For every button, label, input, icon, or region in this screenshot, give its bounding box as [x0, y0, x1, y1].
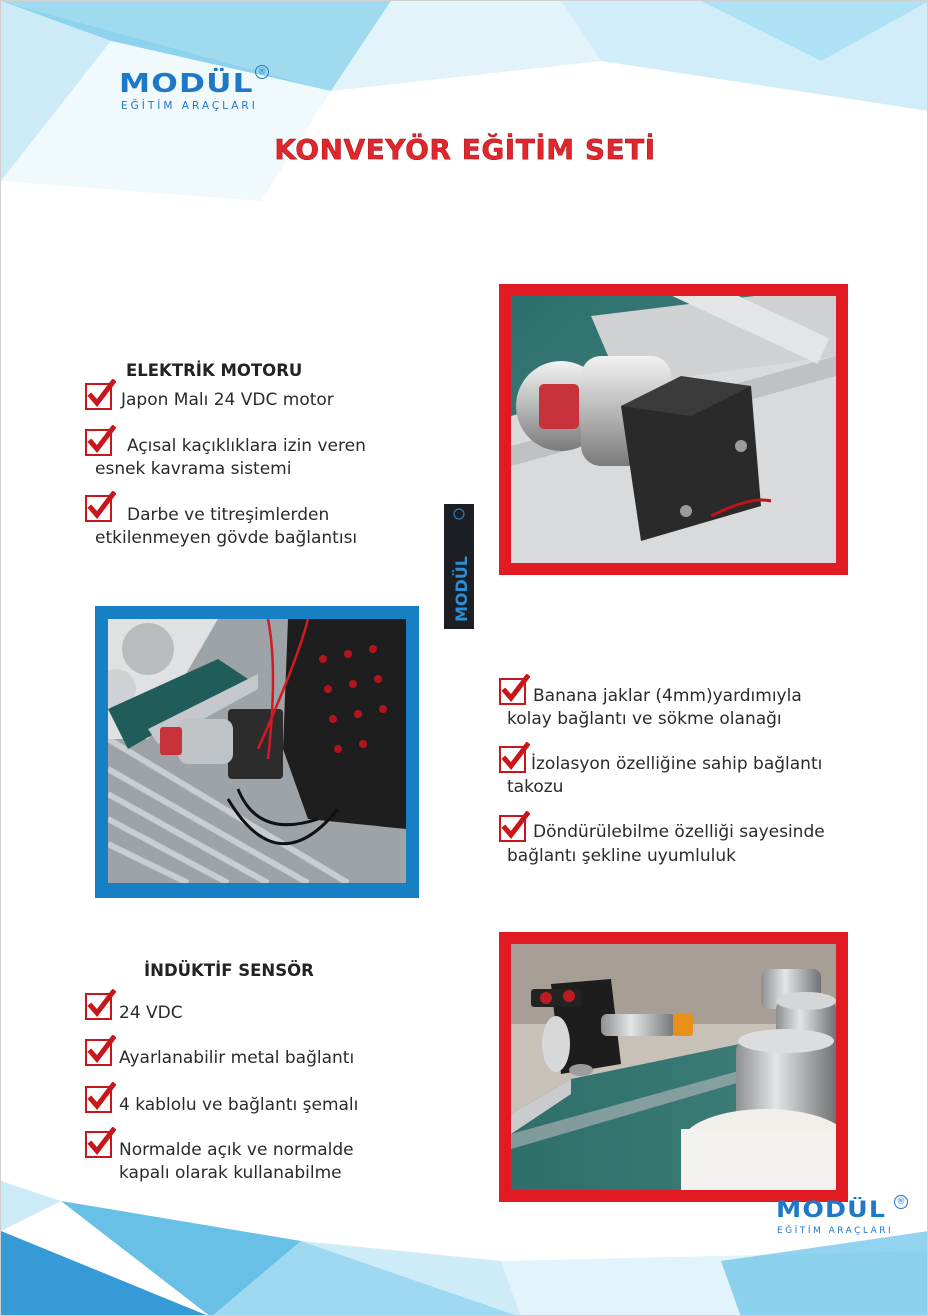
connection-photo-frame [95, 606, 419, 898]
connection-item-3-line2: bağlantı şekline uyumluluk [507, 846, 736, 866]
footer-logo [776, 1199, 916, 1243]
connection-item-1-line2: kolay bağlantı ve sökme olanağı [507, 709, 782, 729]
checkbox-check-icon [85, 1131, 112, 1158]
header-logo-subtitle: EĞİTİM ARAÇLARI [121, 100, 258, 112]
page-title: KONVEYÖR EĞİTİM SETİ [274, 133, 656, 166]
sensor-item-4-line2: kapalı olarak kullanabilme [119, 1163, 342, 1183]
checkbox-check-icon [85, 1039, 112, 1066]
checkbox-check-icon [499, 815, 526, 842]
footer-registered-mark: ® [894, 1195, 908, 1209]
motor-photo [511, 296, 836, 563]
side-logo [444, 504, 474, 629]
side-logo-brand: MODÜL [452, 556, 471, 622]
sensor-item-2-text: Ayarlanabilir metal bağlantı [119, 1048, 355, 1068]
connection-item-2-line1: İzolasyon özelliğine sahip bağlantı [531, 754, 823, 774]
motor-item-3-line1: Darbe ve titreşimlerden [127, 505, 330, 525]
motor-item-2-line2: esnek kavrama sistemi [95, 459, 292, 479]
motor-item-1-text: Japon Malı 24 VDC motor [121, 390, 334, 410]
footer-logo-subtitle: EĞİTİM ARAÇLARI [777, 1226, 894, 1236]
connection-item-1-line1: Banana jaklar (4mm)yardımıyla [533, 686, 802, 706]
connection-item-3-line1: Döndürülebilme özelliği sayesinde [533, 822, 825, 842]
sensor-section-heading: İNDÜKTİF SENSÖR [144, 961, 314, 980]
motor-item-2-line1: Açısal kaçıklıklara izin veren [127, 436, 366, 456]
motor-section-heading: ELEKTRİK MOTORU [126, 361, 303, 380]
connection-photo [108, 619, 406, 883]
connection-item-2-line2: takozu [507, 777, 564, 797]
sensor-item-3-text: 4 kablolu ve bağlantı şemalı [119, 1095, 359, 1115]
checkbox-check-icon [85, 429, 112, 456]
header-logo-brand: MODÜL [119, 69, 254, 99]
sensor-photo [511, 944, 836, 1190]
checkbox-check-icon [499, 678, 526, 705]
sensor-photo-frame [499, 932, 848, 1202]
motor-photo-frame [499, 284, 848, 575]
checkbox-check-icon [85, 383, 112, 410]
checkbox-check-icon [85, 993, 112, 1020]
sensor-item-1-text: 24 VDC [119, 1003, 183, 1023]
header-registered-mark: ® [255, 65, 269, 79]
motor-item-3-line2: etkilenmeyen gövde bağlantısı [95, 528, 358, 548]
checkbox-check-icon [85, 1086, 112, 1113]
checkbox-check-icon [499, 746, 526, 773]
footer-logo-brand: MODÜL [776, 1198, 887, 1223]
sensor-item-4-line1: Normalde açık ve normalde [119, 1140, 354, 1160]
checkbox-check-icon [85, 495, 112, 522]
header-logo [119, 67, 279, 119]
